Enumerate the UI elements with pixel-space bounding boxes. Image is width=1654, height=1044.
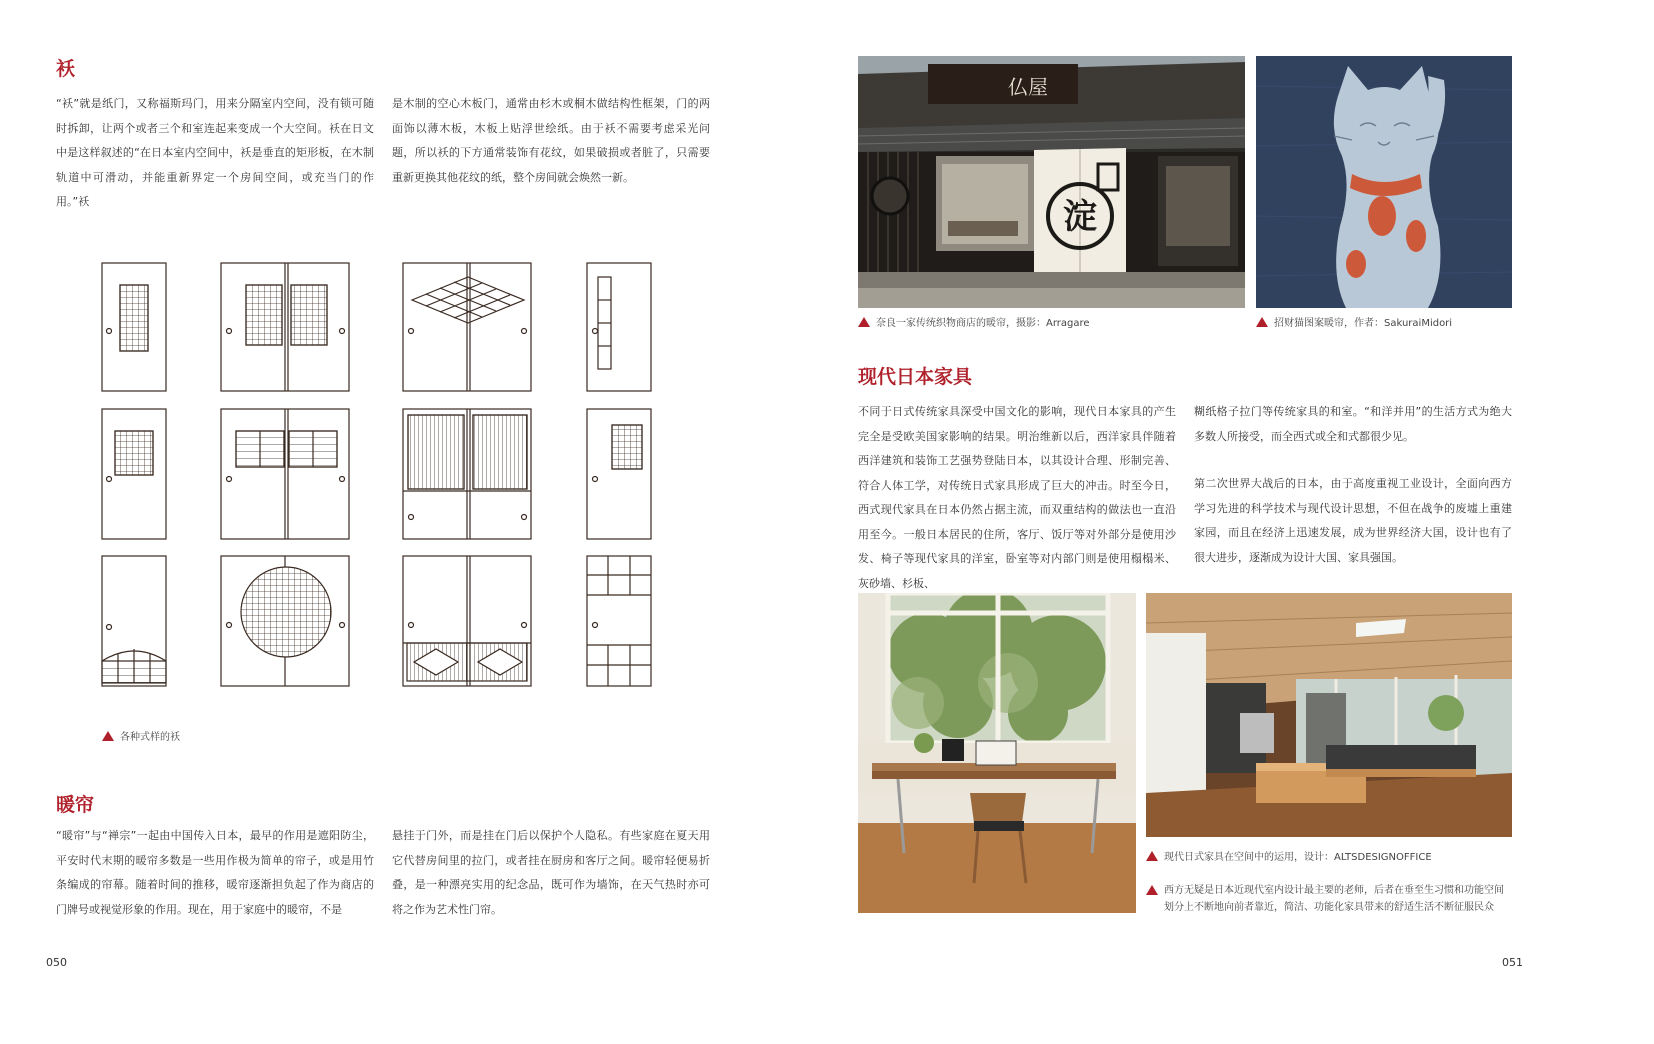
photo3-caption-text: 现代日式家具在空间中的运用，设计：ALTSDESIGNOFFICE bbox=[1164, 852, 1432, 863]
fusuma-door-1-4 bbox=[587, 263, 651, 391]
design-note-text: 西方无疑是日本近现代室内设计最主要的老师，后者在垂至生习惯和功能空间划分上不断地向前者靠近，简洁、功能化家具带来的舒适生活不断征服民众 bbox=[1164, 885, 1504, 913]
modern-text-col2a: 糊纸格子拉门等传统家具的和室。“和洋并用”的生活方式为绝大多数人所接受，而全西式或全和式都很少见。 bbox=[1194, 405, 1512, 443]
fusuma-styles-illustration bbox=[90, 255, 670, 700]
fusuma-caption bbox=[102, 728, 180, 743]
caption-marker-icon bbox=[1256, 317, 1268, 327]
photo1-caption bbox=[858, 314, 1090, 329]
fusuma-text-col1: “袄”就是纸门，又称福斯玛门，用来分隔室内空间，没有锁可随时拆卸，让两个或者三个和室连起来变成一个大空间。袄在日文中是这样叙述的“在日本室内空间中，袄是垂直的矩形板，在木制轨道中可滑动，并能重新界定一个房间空间，或充当门的作用。”袄 bbox=[56, 97, 374, 208]
page-number-right: 051 bbox=[1502, 956, 1523, 969]
fusuma-door-1-3 bbox=[403, 263, 531, 391]
page-number-left: 050 bbox=[46, 956, 67, 969]
fusuma-door-2-3 bbox=[403, 409, 531, 539]
maneki-neko-noren-photo bbox=[1256, 56, 1512, 308]
fusuma-door-1-1 bbox=[102, 263, 166, 391]
fusuma-door-1-2 bbox=[221, 263, 349, 391]
caption-marker-icon bbox=[1146, 851, 1158, 861]
photo2-caption-text: 招财猫图案暖帘，作者：SakuraiMidori bbox=[1274, 318, 1453, 329]
fusuma-door-2-1 bbox=[102, 409, 166, 539]
noren-title: 暖帘 bbox=[56, 794, 95, 816]
noren-text-col2: 悬挂于门外，而是挂在门后以保护个人隐私。有些家庭在夏天用它代替房间里的拉门，或者挂在厨房和客厅之间。暖帘轻便易折叠，是一种漂亮实用的纪念品，既可作为墙饰，在天气热时亦可将之作为艺术性门帘。 bbox=[392, 829, 710, 916]
design-note bbox=[1146, 882, 1512, 916]
photo1-caption-text: 奈良一家传统织物商店的暖帘，摄影：Arragare bbox=[876, 318, 1090, 329]
fusuma-caption-text: 各种式样的袄 bbox=[120, 732, 180, 743]
caption-marker-icon bbox=[858, 317, 870, 327]
photo2-caption bbox=[1256, 314, 1452, 329]
fusuma-title: 袄 bbox=[56, 58, 76, 80]
noren-sign-text: 淀 bbox=[1063, 197, 1097, 237]
fusuma-door-3-3 bbox=[403, 556, 531, 686]
fusuma-door-3-4 bbox=[587, 556, 651, 686]
noren-text-col1: “暖帘”与“禅宗”一起由中国传入日本，最早的作用是遮阳防尘，平安时代末期的暖帘多数是一些用作极为简单的帘子，或是用竹条编成的帘幕。随着时间的推移，暖帘逐渐担负起了作为商店的门牌号或视觉形象的作用。现在，用于家庭中的暖帘，不是 bbox=[56, 829, 374, 916]
modern-text-col2b: 第二次世界大战后的日本，由于高度重视工业设计，全面向西方学习先进的科学技术与现代设计思想，不但在战争的废墟上重建家园，而且在经济上迅速发展，成为世界经济大国，设计也有了很大进步，逐渐成为设计大国、家具强国。 bbox=[1194, 477, 1512, 564]
noren-shop-photo bbox=[858, 56, 1245, 308]
fusuma-door-3-1 bbox=[102, 556, 166, 686]
note-marker-icon bbox=[1146, 885, 1158, 895]
photo3-caption bbox=[1146, 848, 1432, 863]
modern-text-col1: 不同于日式传统家具深受中国文化的影响，现代日本家具的产生完全是受欧美国家影响的结果。明治维新以后，西洋家具伴随着西洋建筑和装饰工艺强势登陆日本，以其设计合理、形制完善、符合人体工学，对传统日式家具形成了巨大的冲击。时至今日，西式现代家具在日本仍然占据主流，而双重结构的做法也一直沿用至今。一般日本居民的住所，客厅、饭厅等对外部分是使用沙发、椅子等现代家具的洋室，卧室等对内部门则是使用榻榻米、灰砂墙、杉板、 bbox=[858, 405, 1176, 590]
fusuma-door-3-2 bbox=[221, 556, 349, 686]
living-room-photo bbox=[1146, 593, 1512, 837]
desk-interior-photo bbox=[858, 593, 1136, 913]
fusuma-text-col2: 是木制的空心木板门，通常由杉木或桐木做结构性框架，门的两面饰以薄木板，木板上贴浮世绘纸。由于袄不需要考虑采光问题，所以袄的下方通常装饰有花纹，如果破损或者脏了，只需要重新更换其他花纹的纸，整个房间就会焕然一新。 bbox=[392, 97, 710, 184]
shop-sign-text: 仏屋 bbox=[1008, 75, 1048, 99]
fusuma-door-2-2 bbox=[221, 409, 349, 539]
caption-marker-icon bbox=[102, 731, 114, 741]
fusuma-door-2-4 bbox=[587, 409, 651, 539]
modern-furniture-title: 现代日本家具 bbox=[858, 366, 973, 388]
